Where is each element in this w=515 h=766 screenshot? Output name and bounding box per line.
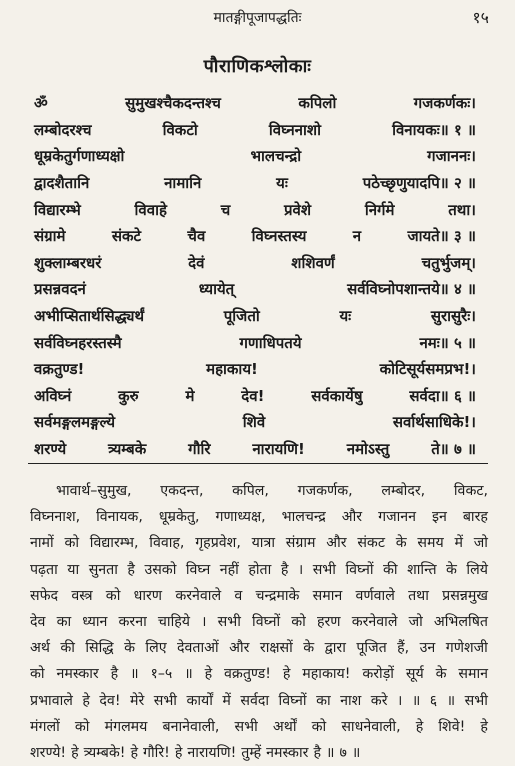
verse-word: गजाननः। [427,147,476,166]
verse-block [34,90,476,462]
commentary-word: की [383,561,398,578]
commentary-word: सभी [153,692,177,709]
verse-word: अविघ्नं [34,386,72,405]
verse-word: कोटिसूर्यसमप्रभ!। [379,360,476,379]
verse-word: नमोऽस्तु [346,440,390,459]
verse-word: देव! [241,386,265,405]
verse-word: प्रसन्नवदनं [34,280,86,299]
commentary-word: सभी [234,718,258,735]
verse-word: ध्यायेत् [198,280,235,299]
verse-word: यः [276,174,288,193]
verse-word: संकटे [111,227,142,246]
commentary-word: के [435,666,447,683]
commentary-word: करनेवाले [351,613,398,630]
commentary-word: करे [370,692,388,709]
commentary-word: का [56,613,72,630]
commentary-word: धूम्रकेतु, [158,509,200,526]
commentary-word: के [395,535,407,552]
commentary-line [30,661,488,687]
commentary-word: महाकाय! [302,666,351,683]
commentary-word: । [201,613,207,630]
commentary-word: भावार्थ–सुमुख, [56,483,132,499]
commentary-word: भालचन्द्र [281,509,326,526]
page-header [0,6,515,32]
commentary-word: हे [415,718,424,735]
verse-word: कपिलो [298,94,337,113]
verse-line [34,196,476,223]
verse-line [34,356,476,383]
commentary-word: विघ्नों [278,692,307,709]
commentary-word: लिए [145,640,167,657]
verse-word: चैव [187,227,206,246]
verse-word: सर्वकार्येषु [311,386,363,405]
verse-line [34,143,476,170]
commentary-word: ॥ [184,666,193,683]
commentary-word: ॥ [130,666,139,683]
commentary-word: करनेवाले [175,587,222,604]
verse-line [34,436,476,463]
verse-word: विघ्नस्तस्य [251,227,307,246]
commentary-word: विघ्नों [252,613,281,630]
commentary-word: नहीं [219,561,239,578]
commentary-word: को [105,587,121,604]
commentary-word: नमस्कार [266,744,309,761]
verse-word: नमः॥ ५ ॥ [419,333,476,352]
commentary-word: लिये [466,561,488,578]
commentary-word: विघ्न [185,561,211,578]
commentary-word: संकट [357,535,385,552]
verse-word: विवाहे [134,200,167,219]
commentary-word: सभी [312,561,336,578]
commentary-word: गणाध्यक्ष, [215,509,266,526]
commentary-line [30,688,488,714]
verse-word: शिवे [242,413,266,432]
commentary-word: हे [480,718,488,735]
commentary-word: देव! [99,692,121,709]
commentary-word: । [396,692,403,709]
commentary-word: ॥ [325,744,335,761]
verse-line [34,250,476,277]
commentary-word: प्रभावाले [30,692,73,709]
commentary-word: गजानन [378,509,417,526]
commentary-word: शरण्ये! [30,744,67,761]
verse-word: सुमुखश्चैकदन्तश्च [125,94,221,113]
commentary-word: हे [82,692,90,709]
commentary-word: बारह [462,509,488,526]
verse-word: सर्वविघ्नहरस्तस्मै [34,333,122,352]
commentary-line [30,635,488,661]
commentary-word: गृहप्रवेश, [195,535,241,552]
commentary-word: सूर्य [405,666,424,683]
commentary-line [30,583,488,609]
verse-word: न [352,227,362,246]
commentary-word: करोड़ों [362,666,394,683]
commentary-word: हे [130,744,139,761]
commentary-word: हे [282,666,291,683]
commentary-word: ६ [429,692,438,709]
commentary-word: इन [432,509,447,526]
commentary-word: नाश [340,692,362,709]
verse-word: वक्रतुण्ड! [34,360,85,379]
verse-word: शुक्लाम्बरधरं [34,253,102,272]
verse-word: भालचन्द्रो [250,147,302,166]
commentary-line [30,714,488,740]
commentary-word: के [446,561,457,578]
commentary-word: साधनेवाली, [341,718,401,735]
page-number: १५ [472,8,489,27]
verse-word: मे [185,386,195,405]
commentary-word: वर्णवाले [355,587,395,604]
commentary-word: ॥ [351,744,361,761]
commentary-word: १–५ [150,666,173,683]
verse-word: गणाधिपतये [239,333,302,352]
commentary-word: को [74,718,90,735]
verse-word: सर्वार्थसाधिके!। [392,413,476,432]
commentary-word: संग्राम [285,535,316,552]
verse-word: महाकाय! [206,360,258,379]
verse-word: गजकर्णकः। [413,94,476,113]
verse-line [34,223,476,250]
verse-word: संग्रामे [34,227,66,246]
verse-line [34,90,476,117]
commentary-word: हे [71,744,79,761]
commentary-word: करना [118,613,147,630]
commentary-word: उन [419,640,436,657]
verse-word: विनायकः॥ १ ॥ [392,120,476,139]
commentary-word: है [110,666,119,683]
commentary-word: सर्वदा [240,692,270,709]
commentary-word: नमस्कार [56,666,99,683]
verse-word: अभीप्सितार्थसिद्ध्यर्थं [34,307,145,326]
verse-word: जायते॥ ३ ॥ [407,227,476,246]
verse-word: ॐ [34,94,48,113]
commentary-word: एकदन्त, [160,483,204,499]
commentary-word: है [127,561,135,578]
verse-word: प्रवेशे [284,200,312,219]
commentary-word: पढ़ता [30,561,58,578]
commentary-word: लम्बोदर, [381,483,426,499]
commentary-word: समान [458,666,488,683]
commentary-word: है [280,561,289,578]
commentary-word: सुनता [88,561,118,578]
commentary-word: सभी [464,692,488,709]
verse-line [34,117,476,144]
commentary-word: सिद्धि [85,640,114,657]
commentary-word: नारायणि! [187,744,237,761]
commentary-word: चन्द्रमाके [255,587,300,604]
commentary-word: विघ्ननाश, [30,509,81,526]
verse-word: सर्वमङ्गलमङ्गल्ये [34,413,116,432]
commentary-word: ॥ [446,692,456,709]
verse-line [34,170,476,197]
commentary-word: को [30,666,45,683]
commentary-word: समान [312,587,343,604]
commentary-word: चाहिये [157,613,191,630]
commentary-word: सफेद [30,587,59,604]
commentary-word: वस्त्र [71,587,93,604]
commentary-word: और [341,509,363,526]
commentary-line [30,504,488,530]
commentary-word: का [316,692,331,709]
verse-word: लम्बोदरश्च [34,120,92,139]
commentary-word: पूजित [356,640,387,657]
commentary-line [30,609,488,635]
commentary-word: धारण [133,587,163,604]
commentary-word: गजकर्णक, [297,483,353,499]
commentary-word: । [297,561,304,578]
commentary-word: समय [417,535,444,552]
commentary-word: कपिल, [232,483,269,499]
verse-word: विद्यारम्भे [34,200,81,219]
commentary-block [30,478,488,766]
commentary-word: हैं, [397,640,410,657]
commentary-word: होता [248,561,272,578]
commentary-word: देव [30,613,46,630]
commentary-word: कार्यों [186,692,213,709]
commentary-word: गौरि! [143,744,170,761]
commentary-word: वक्रतुण्ड! [224,666,271,683]
commentary-word: जो [408,613,423,630]
commentary-word: व [234,587,243,604]
commentary-word: है [313,744,321,761]
commentary-word: उसको [144,561,177,578]
commentary-word: के [303,640,315,657]
commentary-word: में [454,535,463,552]
verse-word: निर्गमे [364,200,395,219]
commentary-word: बनानेवाली, [162,718,220,735]
verse-word: च [220,200,231,219]
commentary-word: और [326,535,347,552]
commentary-word: विघ्नों [345,561,374,578]
commentary-word: विवाह, [149,535,185,552]
commentary-word: शान्ति [407,561,437,578]
verse-line [34,409,476,436]
verse-word: सुरासुरैः। [430,307,476,326]
verse-word: तथा। [448,200,476,219]
commentary-word: राक्षसों [259,640,293,657]
commentary-word: देवताओं [177,640,219,657]
commentary-word: को [291,613,306,630]
verse-word: नारायणि! [252,440,305,459]
commentary-line [30,557,488,583]
commentary-word: त्र्यम्बके! [83,744,126,761]
commentary-word: ॥ [411,692,421,709]
verse-line [34,276,476,303]
verse-line [34,329,476,356]
commentary-word: हरण [316,613,341,630]
verse-word: शशिवर्णं [291,253,335,272]
verse-word: देवं [188,253,205,272]
verse-word: चतुर्भुजम्। [421,253,476,272]
verse-word: यः [339,307,352,326]
verse-line [34,303,476,330]
commentary-line [30,478,488,504]
commentary-word: प्रसन्नमुख [442,587,488,604]
commentary-word: विनायक, [96,509,143,526]
commentary-word: मंगलमय [104,718,148,735]
commentary-word: मेरे [129,692,145,709]
commentary-line [30,530,488,556]
verse-word: विकटो [162,120,198,139]
commentary-word: हे [204,666,213,683]
commentary-line [30,740,488,766]
commentary-word: तुम्हें [241,744,262,761]
commentary-word: मंगलों [30,718,60,735]
running-title: मातङ्गीपूजापद्धतिः [213,10,302,26]
commentary-word: को [311,718,327,735]
verse-word: पठेच्छृणुयादपि॥ २ ॥ [362,174,476,193]
verse-word: त्र्यम्बके [108,440,147,459]
commentary-word: यात्रा [251,535,275,552]
commentary-word: विद्यारम्भ, [89,535,139,552]
verse-word: धूम्रकेतुर्गणाध्यक्षो [34,147,125,166]
commentary-word: द्वारा [324,640,346,657]
verse-line [34,383,476,410]
commentary-word: गणेशजी [445,640,488,657]
verse-word: सर्वदा॥ ६ ॥ [409,386,476,405]
commentary-word: अर्थ [30,640,50,657]
section-title: पौराणिकश्लोकाः [203,56,312,77]
commentary-word: और [229,640,250,657]
verse-word: शरण्ये [34,440,67,459]
verse-word: पूजितो [223,307,260,326]
commentary-word: की [60,640,75,657]
commentary-word: या [67,561,80,578]
commentary-word: जो [473,535,488,552]
verse-word: गौरि [188,440,211,459]
commentary-word: ध्यान [82,613,108,630]
commentary-word: सभी [217,613,241,630]
commentary-word: हे [174,744,183,761]
section-divider [28,463,488,464]
commentary-word: के [124,640,135,657]
commentary-word: विकट, [453,483,488,499]
commentary-word: में [222,692,231,709]
commentary-word: नामों [30,535,54,552]
verse-word: सर्वविघ्नोपशान्तये॥ ४ ॥ [347,280,476,299]
commentary-word: तथा [408,587,429,604]
verse-word: विघ्ननाशो [268,120,321,139]
commentary-word: को [64,535,80,552]
verse-word: नामानि [164,174,202,193]
commentary-word: ७ [339,744,347,761]
commentary-word: शिवे! [438,718,466,735]
verse-word: कुरु [118,386,139,405]
verse-word: ते॥ ७ ॥ [431,440,476,459]
verse-word: द्वादशैतानि [34,174,90,193]
commentary-word: अभिलषित [433,613,488,630]
commentary-word: अर्थों [272,718,297,735]
